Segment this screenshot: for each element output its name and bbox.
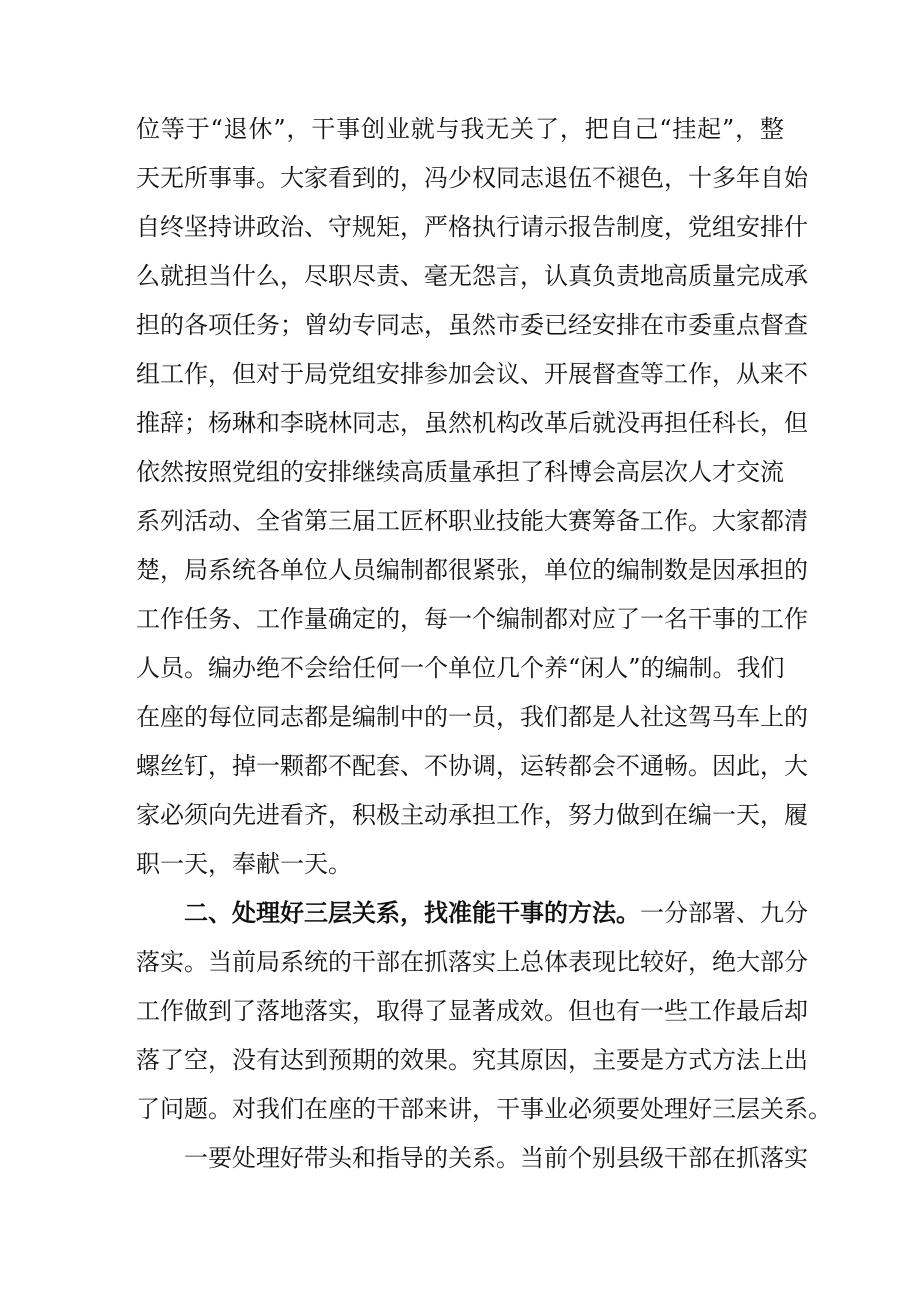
section-two-first-line <box>184 888 808 938</box>
paragraph-line: 担的各项任务；曾幼专同志，虽然市委已经安排在市委重点督查 <box>136 311 808 339</box>
paragraph-line: 楚，局系统各单位人员编制都很紧张，单位的编制数是因承担的 <box>136 556 808 584</box>
paragraph-line: 组工作，但对于局党组安排参加会议、开展督查等工作，从来不 <box>136 360 808 388</box>
paragraph-line: 自终坚持讲政治、守规矩，严格执行请示报告制度，党组安排什 <box>136 213 808 241</box>
paragraph-line: 天无所事事。大家看到的，冯少权同志退伍不褪色，十多年自始 <box>136 164 808 192</box>
paragraph-line: 人员。编办绝不会给任何一个单位几个养“闲人”的编制。我们 <box>136 654 785 682</box>
paragraph-line: 依然按照党组的安排继续高质量承担了科博会高层次人才交流 <box>136 458 784 486</box>
paragraph-line: 落实。当前局系统的干部在抓落实上总体表现比较好，绝大部分 <box>136 948 808 976</box>
paragraph-line: 了问题。对我们在座的干部来讲，干事业必须要处理好三层关系。 <box>136 1095 832 1123</box>
paragraph-line: 么就担当什么，尽职尽责、毫无怨言，认真负责地高质量完成承 <box>136 262 808 290</box>
paragraph-line: 工作任务、工作量确定的，每一个编制都对应了一名干事的工作 <box>136 605 808 633</box>
paragraph-line: 工作做到了落地落实，取得了显著成效。但也有一些工作最后却 <box>136 997 808 1025</box>
paragraph-line: 家必须向先进看齐，积极主动承担工作，努力做到在编一天，履 <box>136 801 808 829</box>
paragraph-line: 职一天，奉献一天。 <box>136 850 352 878</box>
subpoint-one-line: 一要处理好带头和指导的关系。当前个别县级干部在抓落实 <box>184 1144 808 1172</box>
paragraph-line: 位等于“退休”，干事创业就与我无关了，把自己“挂起”，整 <box>136 115 784 143</box>
paragraph-line: 落了空，没有达到预期的效果。究其原因，主要是方式方法上出 <box>136 1046 808 1074</box>
section-two-heading-tail: 一分部署、九分 <box>640 899 808 927</box>
paragraph-line: 推辞；杨琳和李晓林同志，虽然机构改革后就没再担任科长，但 <box>136 409 808 437</box>
paragraph-line: 在座的每位同志都是编制中的一员，我们都是人社这驾马车上的 <box>136 703 808 731</box>
paragraph-line: 系列活动、全省第三届工匠杯职业技能大赛筹备工作。大家都清 <box>136 507 808 535</box>
section-two-heading: 二、处理好三层关系，找准能干事的方法。 <box>184 898 640 927</box>
paragraph-line: 螺丝钉，掉一颗都不配套、不协调，运转都会不通畅。因此，大 <box>136 752 808 780</box>
